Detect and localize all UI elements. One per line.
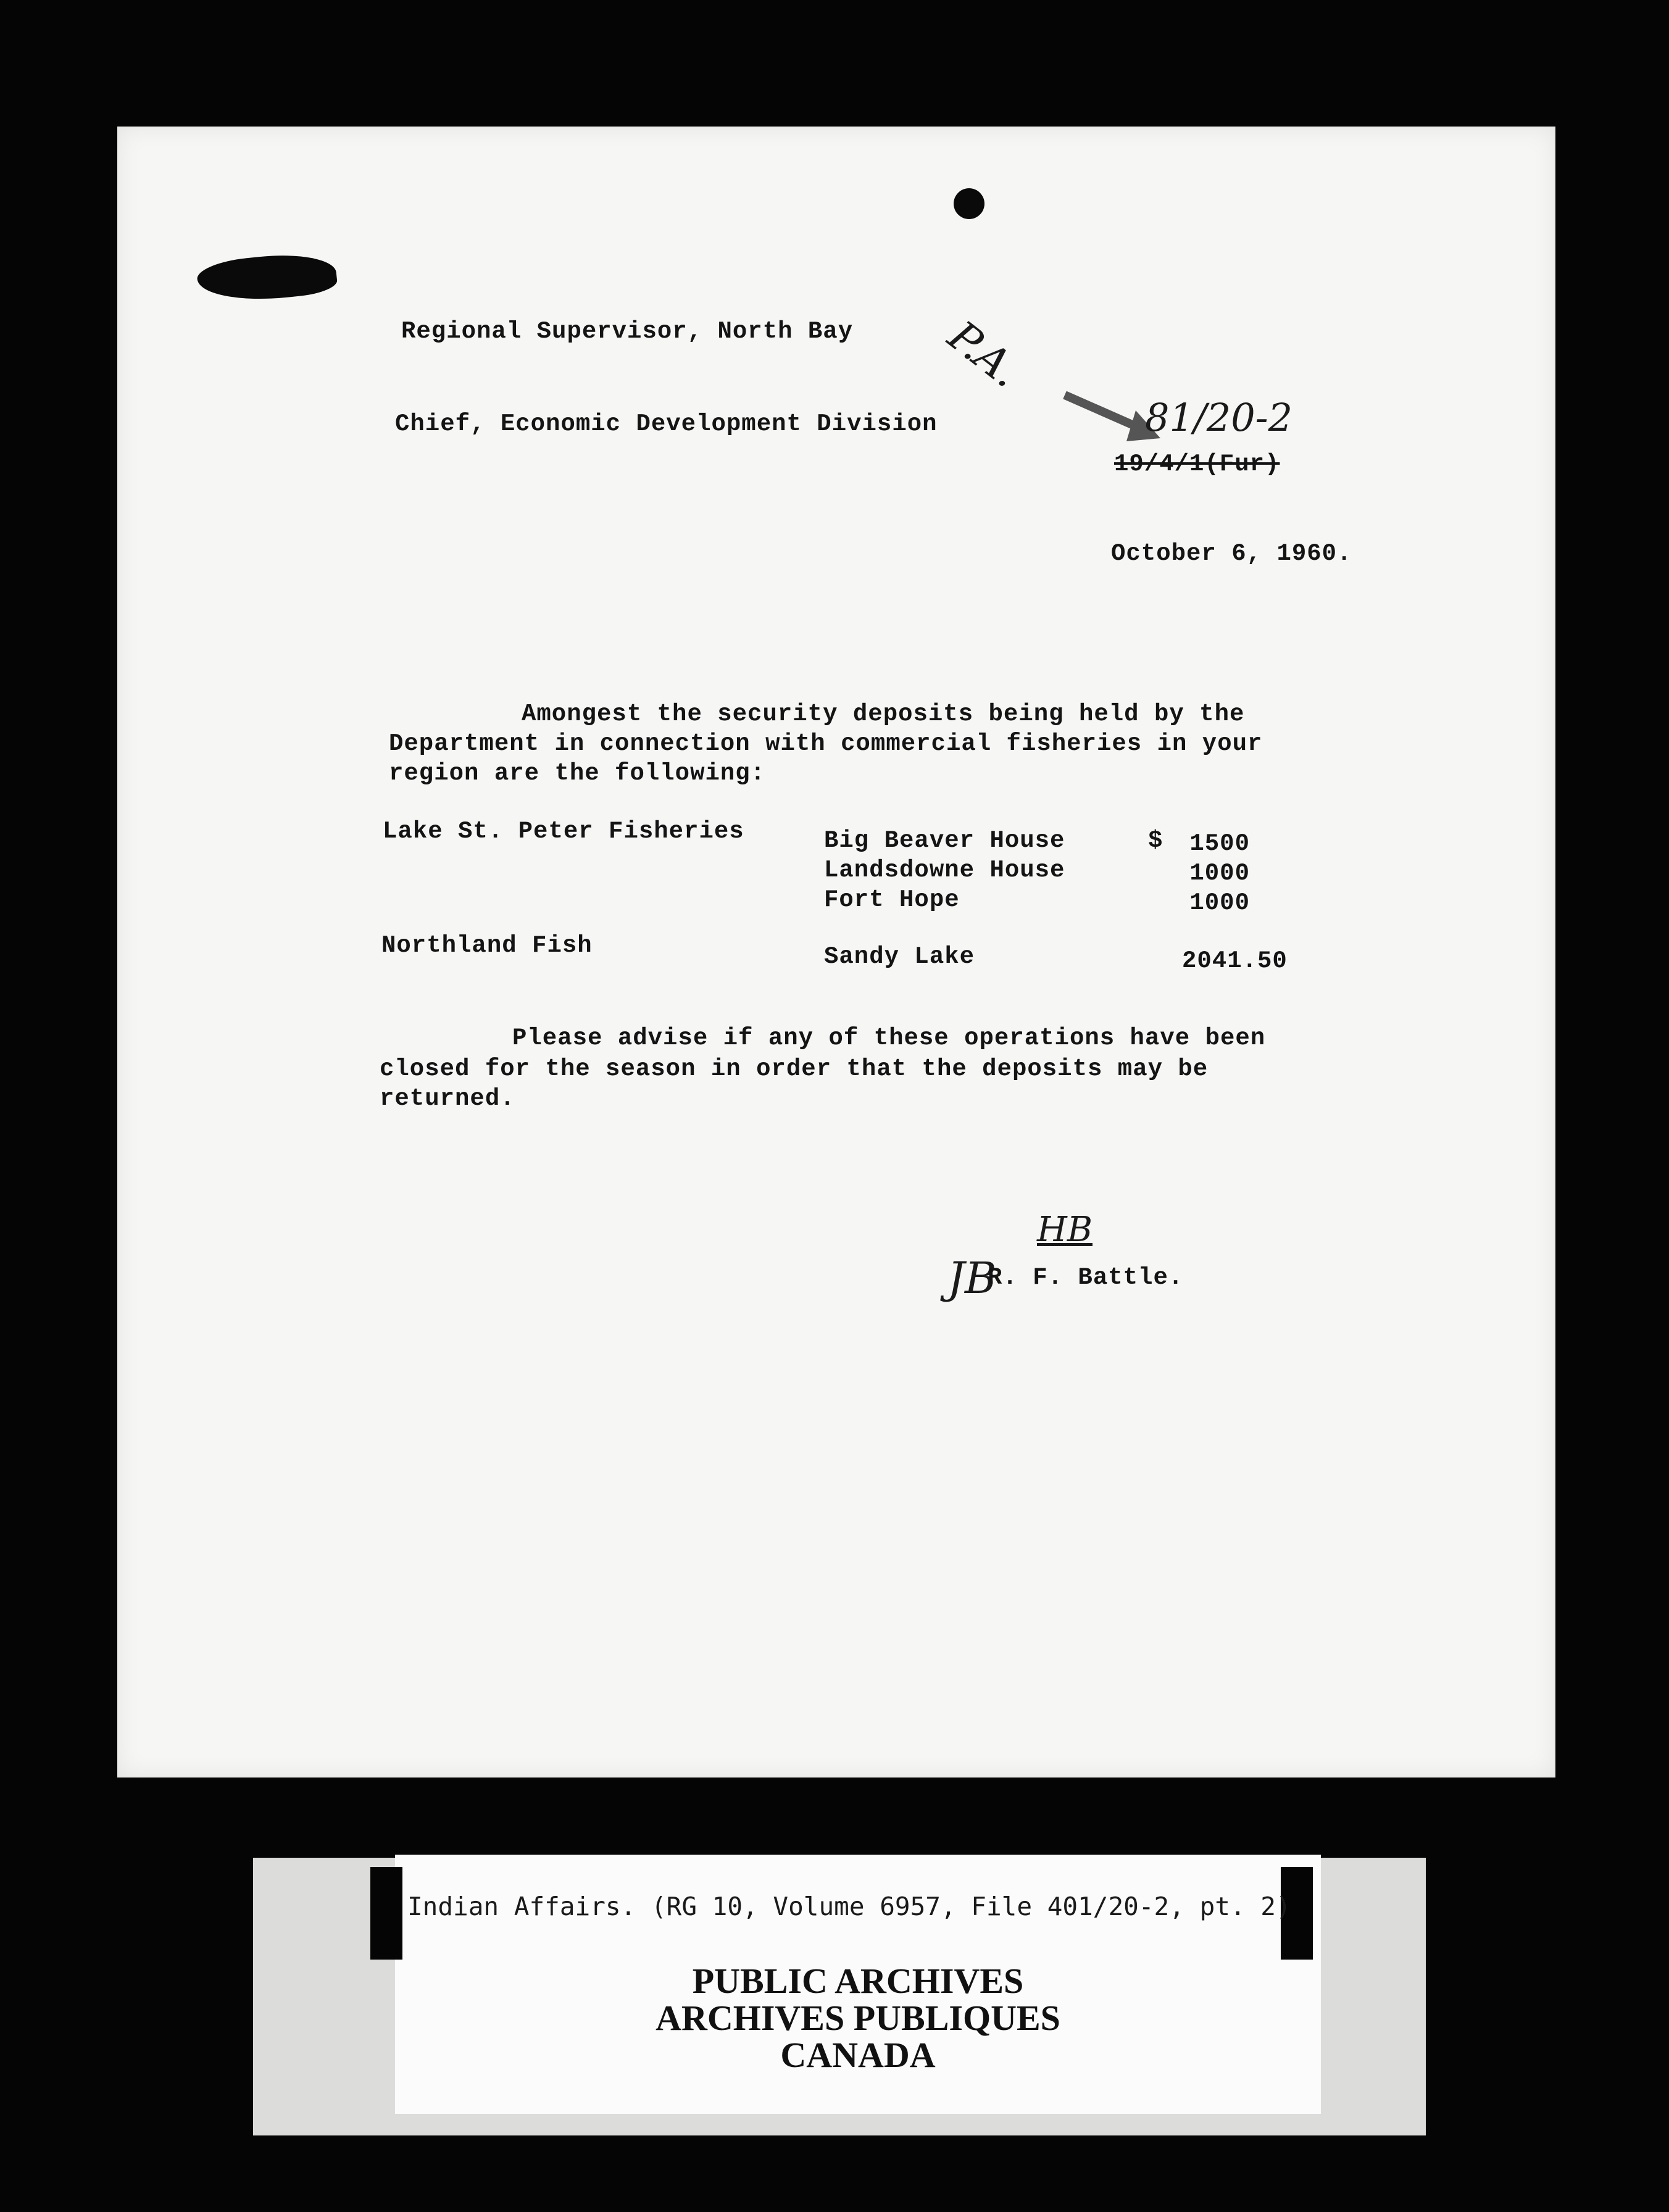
deposit-location: Fort Hope xyxy=(824,886,960,913)
deposit-amount: 1000 xyxy=(1189,889,1250,917)
deposit-location: Sandy Lake xyxy=(824,943,975,970)
sender-line: Chief, Economic Development Division xyxy=(395,410,938,438)
deposit-currency: $ xyxy=(1148,827,1163,854)
signatory-name: R. F. Battle. xyxy=(988,1264,1184,1291)
label-notch-left xyxy=(370,1867,402,1960)
file-reference-handwritten: 81/20-2 xyxy=(1145,395,1293,440)
recipient-line: Regional Supervisor, North Bay xyxy=(401,318,854,345)
paragraph2-line1: Please advise if any of these operations have been xyxy=(512,1025,1266,1052)
deposit-location: Big Beaver House xyxy=(824,827,1065,854)
deposit-amount: 1000 xyxy=(1189,860,1250,887)
paragraph1-line1: Amongest the security deposits being held by the xyxy=(522,701,1245,728)
signature-initials-left: JB xyxy=(947,1253,997,1304)
deposit-amount: 2041.50 xyxy=(1182,947,1288,975)
deposit-amount: 1500 xyxy=(1189,830,1250,857)
signature-initials-top: HB xyxy=(1037,1210,1093,1250)
paragraph1-line3: region are the following: xyxy=(389,760,766,787)
archive-reference: Indian Affairs. (RG 10, Volume 6957, File 401/20-2, pt. 2) xyxy=(407,1892,1291,1921)
deposit-location: Landsdowne House xyxy=(824,857,1065,884)
stamp-mark: P.A. xyxy=(939,312,1030,397)
paragraph2-line3: returned. xyxy=(380,1085,515,1112)
file-reference-struck: 19/4/1(Fur) xyxy=(1114,451,1280,478)
punch-hole xyxy=(954,188,984,219)
deposit-company: Lake St. Peter Fisheries xyxy=(383,818,744,845)
deposit-company: Northland Fish xyxy=(381,932,593,959)
paragraph1-line2: Department in connection with commercial fisheries in your xyxy=(389,730,1263,757)
paragraph2-line2: closed for the season in order that the deposits may be xyxy=(380,1055,1209,1083)
archive-country: CANADA xyxy=(780,2035,936,2075)
archive-title-fr: ARCHIVES PUBLIQUES xyxy=(656,1998,1060,2038)
archive-title-en: PUBLIC ARCHIVES xyxy=(692,1961,1024,2001)
letter-date: October 6, 1960. xyxy=(1111,540,1352,567)
